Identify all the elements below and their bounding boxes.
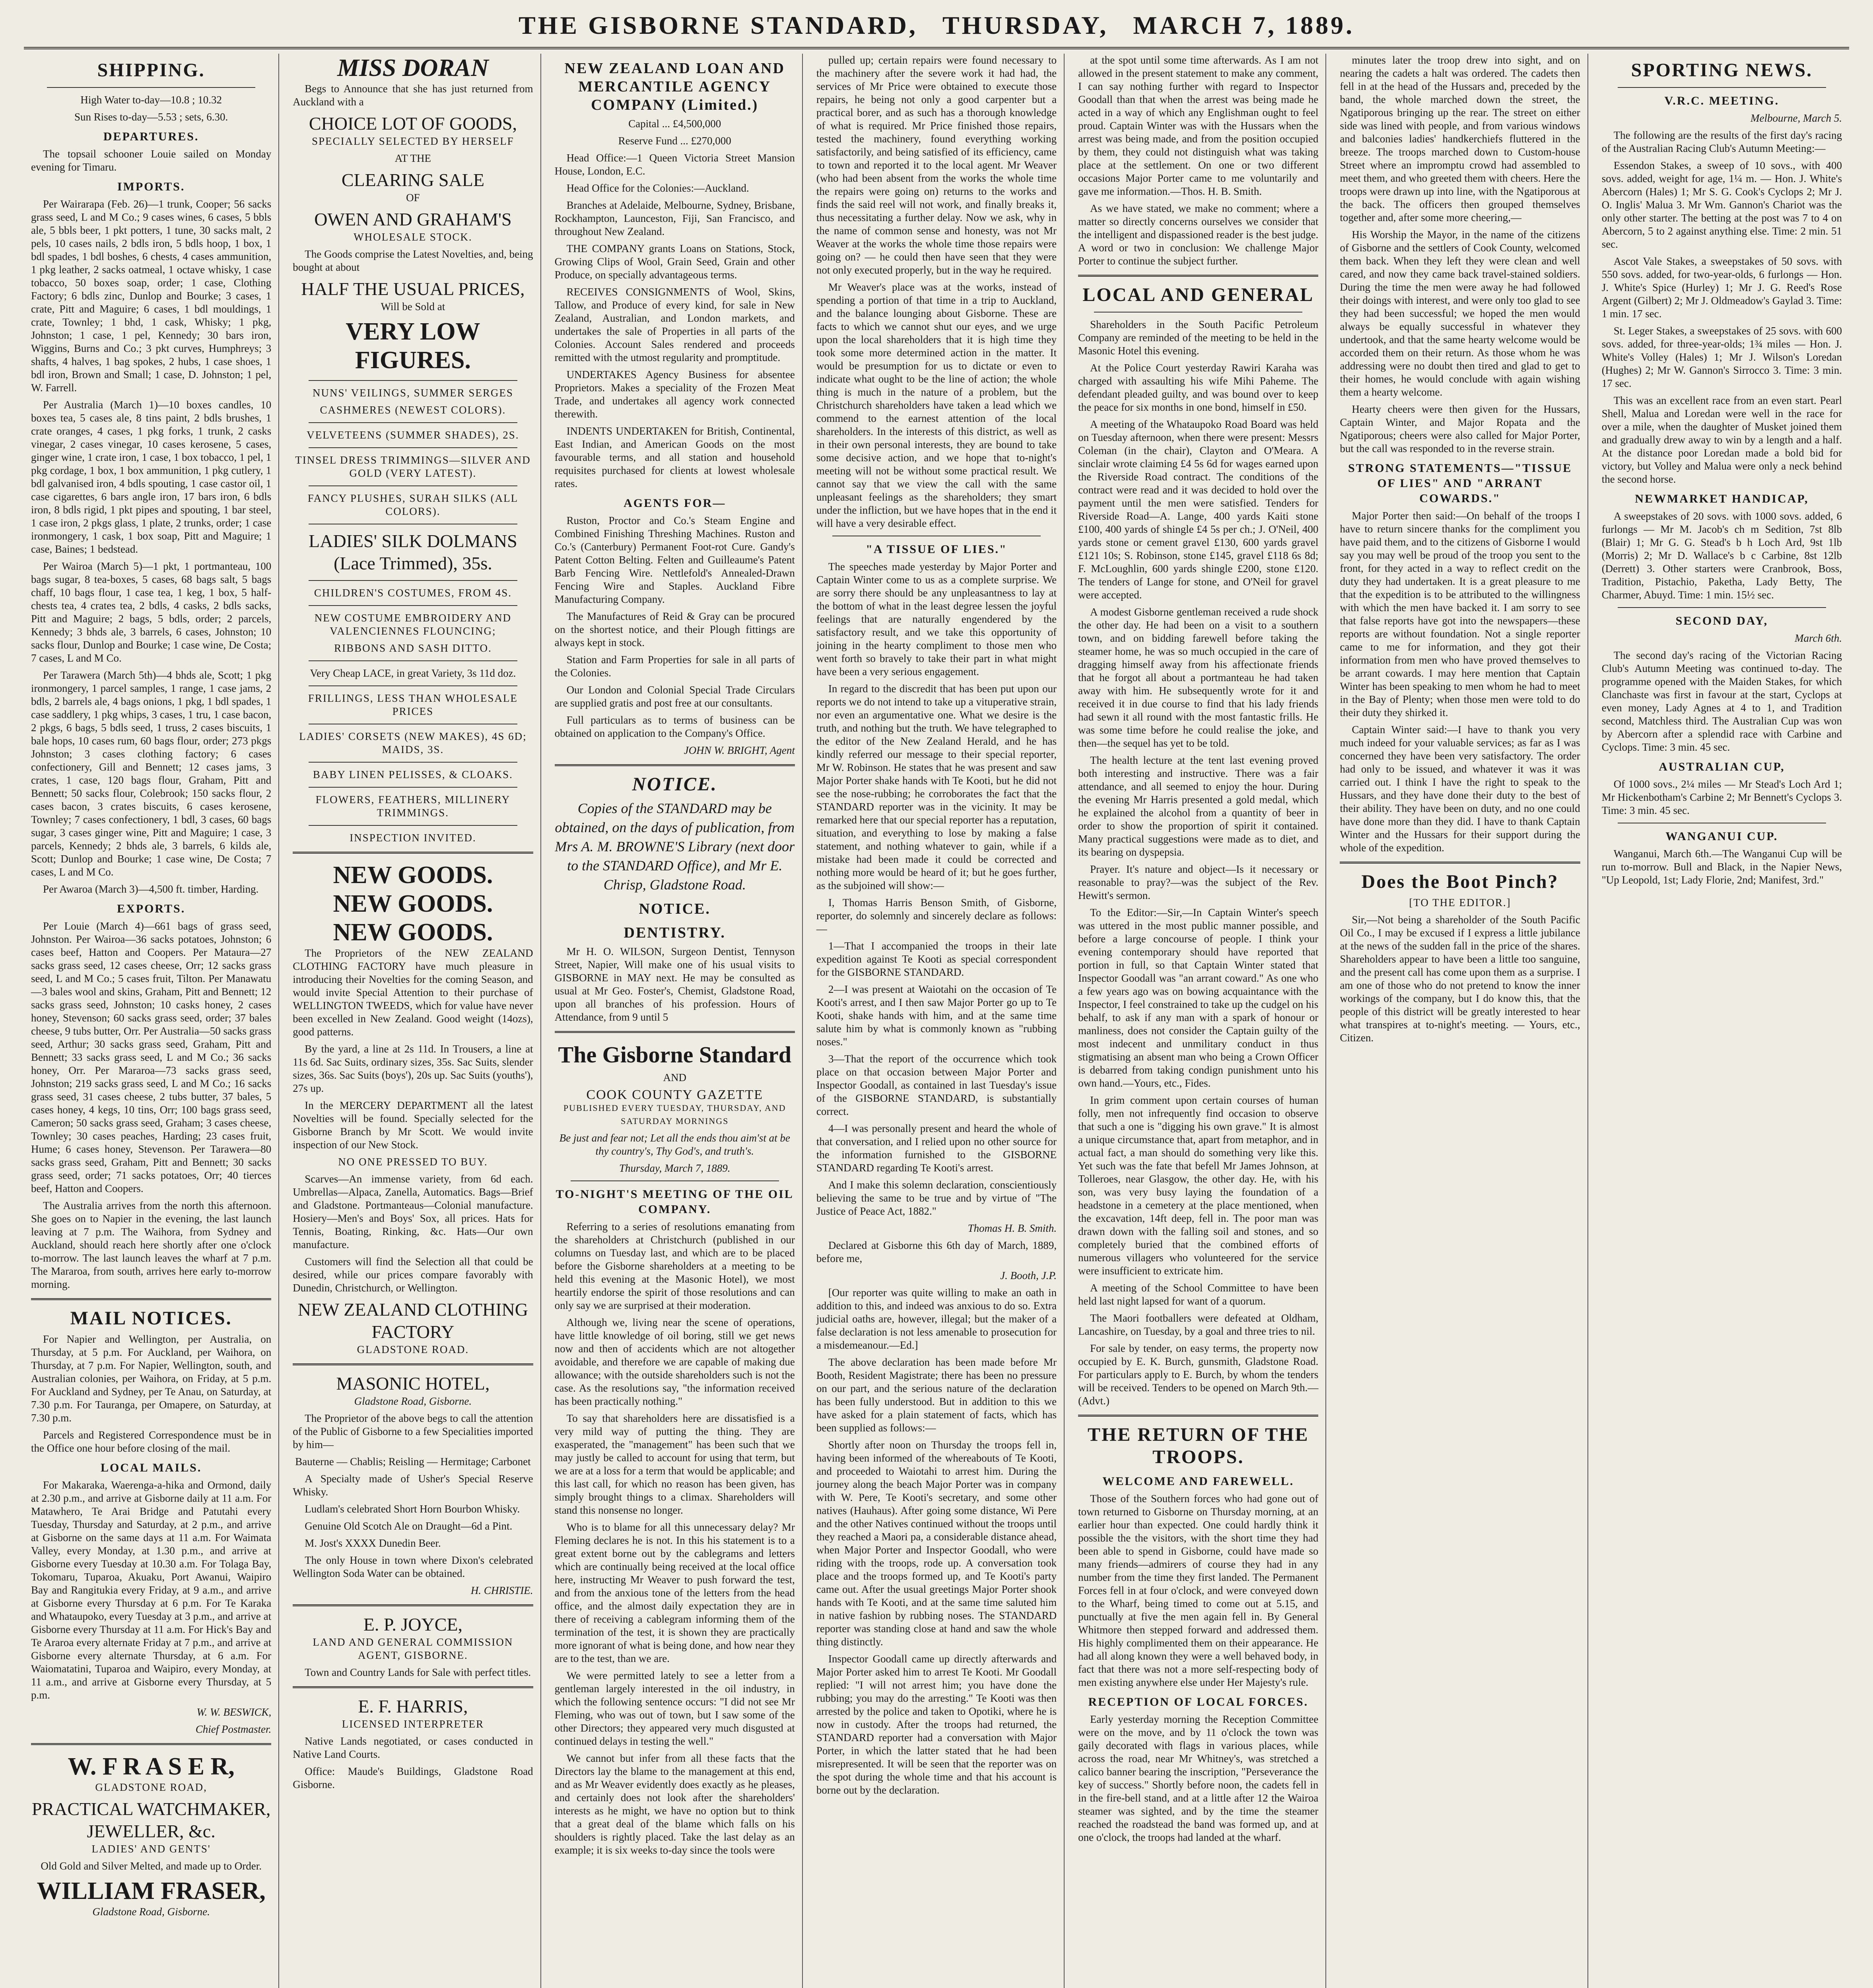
sun-line: Sun Rises to-day—5.53 ; sets, 6.30.: [74, 111, 228, 123]
strong-text-1: Major Porter then said:—On behalf of the troops I have to return sincere thanks for the compliment you have paid them, and to the citizens of Gisborne I would say you may well be proud of the troop you sent to the front, for they acted in a way to reflect credit on the duty they had undertaken. It is a great pleasure to me that the expedition is to be attributed to the willingness with which the men have backed it. I am sorry to see that false reports have got into the newspapers—these reports are without foundation. Not a single reporter came to me for information, and they got their information from men who have proved themselves to be arrant cowards. I may here mention that Captain Winter has been speaking to men whom he had to meet in the Bay of Plenty; when those men were told to do their duty they shirked it.: [1340, 510, 1580, 718]
oil-continued-2: Mr Weaver's place was at the works, instead of spending a portion of that time in a trip to Auckland, and the balance lounging about Gisborne. These are facts to which we cannot shut our eyes, and we urge upon the local shareholders that it is high time they took some more determined action in the matter. It would be presumption for us to dictate or even to indicate what ought to be the line of action; the whole thing is much in the nature of a problem, but the Christchurch shareholders have taken a lead which we commend to the earnest attention of the local shareholders. In the interests of this district, as well as in their own personal interests, they are bound to take some decisive action, and we hope that to-night's meeting will not be without some practical result. We cannot say that we view the call with the same unpleasant feelings as the shareholders; they smart under the infliction, but we have hopes that in the end it will have a very desirable effect.: [816, 281, 1057, 529]
divider: [293, 1604, 533, 1606]
local-text-1: Shareholders in the South Pacific Petroleum Company are reminded of the meeting to be held in the Masonic Hotel this evening.: [1078, 318, 1319, 357]
exports-heading: EXPORTS.: [117, 902, 186, 915]
column-4: [809, 54, 1065, 1988]
new-goods-no-one: NO ONE PRESSED TO BUY.: [338, 1156, 488, 1168]
troops-subheading: WELCOME AND FAREWELL.: [1102, 1475, 1294, 1488]
divider: [309, 485, 517, 486]
doran-item: RIBBONS AND SASH DITTO.: [334, 642, 492, 654]
doran-very-low: VERY LOW FIGURES.: [346, 318, 480, 374]
fraser-name: W. F R A S E R,: [68, 1753, 235, 1780]
doran-item: Very Cheap LACE, in great Variety, 3s 11d doz.: [310, 667, 516, 679]
harris-office: Office: Maude's Buildings, Gladstone Road Gisborne.: [293, 1765, 533, 1790]
doran-item: LADIES' CORSETS (NEW MAKES), 4S 6D; MAIDS, 3S.: [299, 730, 527, 755]
divider: [293, 1363, 533, 1365]
divider: [309, 685, 517, 686]
troops-continued: minutes later the troop drew into sight, and on nearing the cadets a halt was ordered. The cadets then fell in at the head of the Hussars and, preceded by the band, the whole marched down the street, the Ngatiporous bringing up the rear. The street on either side was lined with people, and from various windows and balconies ladies' handkerchiefs fluttered in the breeze. The troops marched down to Custom-house Street where an impromptu crowd had assembled to meet them, and who greeted them with cheers. Here the troops were drawn up into line, with the Ngatiporous at the back. The officers then grouped themselves together and, after some more cheering,—: [1340, 54, 1580, 223]
nzlm-heading: NEW ZEALAND LOAN AND MERCANTILE AGENCY COMPANY (Limited.): [564, 60, 785, 113]
vrc-heading: V.R.C. MEETING.: [1664, 94, 1780, 107]
divider: [31, 1298, 271, 1300]
masthead: [24, 7, 1849, 49]
local-text-4: A modest Gisborne gentleman received a rude shock the other day. He had been on a visit to a southern town, and on bidding farewell before taking the steamer home, he was so much occupied in the care of dragging himself away from his affectionate friends that he forgot all about a portmanteau he had taken away with him. He subsequently wrote for it and received it in due course to find that his lady friends had sewn it all round with the most fantastic frills. He was some time before he could realise the joke, and then—the sequel has yet to be told.: [1078, 606, 1319, 749]
tissue-text-5: Shortly after noon on Thursday the troops fell in, having been informed of the whereabouts of Te Kooti, and proceeded to Waiotahi to arrest him. During the journey along the beach Major Porter was in company with W. Pere, Te Kooti's secretary, and some other natives (Hauhaus). After going some distance, Wi Pere and the other Natives continued without the troops until they reached a Maori pa, a considerable distance ahead, when Major Porter and Inspector Goodall, who were riding with the troops, rode up. A conversation took place and the troops formed up, and Te Kooti's party came out. After the usual greetings Major Porter shook hands with Te Kooti, and at the same time saluted him in native fashion by rubbing noses. The STANDARD reporter was standing close at hand and saw the whole thing distinctly.: [816, 1439, 1057, 1648]
harris-title: LICENSED INTERPRETER: [342, 1718, 484, 1730]
new-goods-list: By the yard, a line at 2s 11d. In Trousers, a line at 11s 6d. Sac Suits, ordinary sizes, 35s. Sac Suits, slender sizes, 36s. Sac Suits (boys'), 20s up. Sac Suits (youths'), 27s up.: [293, 1043, 533, 1094]
vrc-race-1: Essendon Stakes, a sweep of 10 sovs., with 400 sovs. added, weight for age, 1¼ m. — Hon. J. White's Abercorn (Hales) 1; Mr S. G. Cook's Cyclops 2; Mr J. O. Inglis' Malua 3. Mr Wm. Gannon's Chariot was the only other starter. The betting at the post was 7 to 4 on Abercorn, 5 to 2 against anything else. Time: 2 min. 51 sec.: [1601, 159, 1842, 250]
strong-statements-heading: STRONG STATEMENTS—"TISSUE OF LIES" AND "ARRANT COWARDS.": [1348, 462, 1572, 505]
doran-clearing: CLEARING SALE: [341, 170, 484, 190]
reception-text: Early yesterday morning the Reception Committee were on the move, and by 11 o'clock the town was gaily decorated with flags in various places, while across the road, near Mr Whitney's, was stretched a calico banner bearing the inscription, "Perseverance the key of success." Shortly before noon, the cadets fell in in the fire-bell stand, and at a little after 12 the Wairoa steamer was sighted, and by the time the steamer reached the roadstead the band was formed up, and at one o'clock, the troops had landed at the wharf.: [1078, 1713, 1319, 1843]
joyce-name: E. P. JOYCE,: [363, 1614, 463, 1635]
tissue-signature: Thomas H. B. Smith.: [968, 1222, 1057, 1234]
tissue-text-4: The above declaration has been made before Mr Booth, Resident Magistrate; there has been no pressure on our part, and the serious nature of the declaration has been fully understood. But in addition to this we have asked for a plain statement of facts, which has been supplied as follows:—: [816, 1356, 1057, 1434]
doran-invite: INSPECTION INVITED.: [350, 832, 476, 844]
boot-subheading: [TO THE EDITOR.]: [1409, 897, 1511, 909]
tissue-continued: at the spot until some time afterwards. As I am not allowed in the present statement to make any comment, I can say nothing further with regard to Inspector Goodall than that when the arrest was being made he acted in a way of which any Englishman ought to feel proud. Captain Winter was with the Hussars when the arrest was being made, and from the position occupied by them, they could not distinguish what was taking place at the settlement. On one or two different occasions Major Porter came to me voluntarily and gave me information.—Thos. H. B. Smith.: [1078, 54, 1319, 197]
tissue-jp: J. Booth, J.P.: [1000, 1270, 1057, 1281]
doran-item: CHILDREN'S COSTUMES, FROM 4S.: [314, 587, 512, 599]
second-day-text: The second day's racing of the Victorian Racing Club's Autumn Meeting was continued to-day. The programme opened with the Maiden Stakes, for which Clanchaste was first in favour at the start, Cyclops at even money, Lady Agnes at 4 to 1, and Tradition second, Matchless third. The Australian Cup was won by Abercorn after a splendid race with Carbine and Cyclops. Time: 3 min. 45 sec.: [1601, 649, 1842, 753]
new-goods-text-4: Customers will find the Selection all that could be desired, while our prices compare favorably with Dunedin, Christchurch, or Wellington.: [293, 1256, 533, 1294]
masthead-date: MARCH 7, 1889.: [1133, 11, 1355, 39]
tissue-act: And I make this solemn declaration, conscientiously believing the same to be true and by virtue of "The Justice of Peace Act, 1882.": [816, 1179, 1057, 1217]
notice-heading: NOTICE.: [632, 774, 717, 795]
vrc-date: Melbourne, March 5.: [1751, 112, 1842, 124]
nzlm-capital: Capital ... £4,500,000: [628, 118, 721, 130]
masonic-signature: H. CHRISTIE.: [470, 1584, 533, 1596]
masonic-name: MASONIC HOTEL,: [336, 1373, 490, 1394]
tide-line: High Water to-day—10.8 ; 10.32: [80, 94, 222, 106]
departures-heading: DEPARTURES.: [103, 130, 199, 143]
harris-name: E. F. HARRIS,: [358, 1696, 468, 1716]
local-mails-heading: LOCAL MAILS.: [100, 1461, 202, 1474]
divider: [47, 87, 255, 88]
local-text-10: The Maori footballers were defeated at Oldham, Lancashire, on Tuesday, by a goal and three tries to nil.: [1078, 1312, 1319, 1337]
oil-text-2: Although we, living near the scene of operations, have little knowledge of oil boring, still we get news now and then of accidents which are not altogether avoidable, and therefore we are capable of making due allowance; with the outside shareholders such is not the case. As the resolutions say, "the information received has been practically nothing.": [554, 1316, 795, 1407]
boot-heading: Does the Boot Pinch?: [1361, 871, 1559, 892]
divider: [1340, 862, 1580, 864]
divider: [309, 787, 517, 788]
doran-selected: SPECIALLY SELECTED BY HERSELF: [312, 135, 514, 147]
local-text-7: To the Editor:—Sir,—In Captain Winter's speech was uttered in the most public manner possible, and before a large concourse of people. I think your evening contemporary should have reported that portion in full, so that Captain Winter stated that Inspector Goodall was "an arrant coward." As one who a few years ago was on bowing acquaintance with the Inspector, I feel constrained to take up the cudgel on his behalf, to ask if any man with a spark of honour or manliness, does not consider the Captain guilty of the most indecent and unmilitary conduct in thus stigmatising an absent man who being a Crown Officer is debarred from taking condign punishment unto his own hand.—Yours, etc., Fides.: [1078, 907, 1319, 1089]
second-day-heading: SECOND DAY,: [1675, 614, 1768, 627]
nzlm-text-1: THE COMPANY grants Loans on Stations, Stock, Growing Clips of Wool, Grain Seed, Grain and other Produce, on specially advantageous terms.: [554, 243, 795, 281]
local-text-9: A meeting of the School Committee to have been held last night lapsed for want of a quorum.: [1078, 1282, 1319, 1307]
nzcf-name: NEW ZEALAND CLOTHING FACTORY: [297, 1299, 528, 1342]
nzlm-text-2: RECEIVES CONSIGNMENTS of Wool, Skins, Tallow, and Produce of every kind, for sale in New Zealand, Australian, and London markets, and undertakes the sale of Properties in all parts of the Colonies. Account Sales rendered and proceeds remitted with the utmost regularity and promptitude.: [554, 286, 795, 363]
divider: [309, 762, 517, 763]
imports-text-2: Per Australia (March 1)—10 boxes candles, 10 boxes tea, 5 cases ale, 8 tins paint, 2 bdls brushes, 1 crate oranges, 4 cases, 1 pkg forks, 1 trunk, 2 casks vinegar, 2 cases vinegar, 10 cases kerosene, 5 cases, ginger wine, 1 crate iron, 1 case, 1 box tobacco, 1 pel, 1 pkg cordage, 1 box, 1 box ammunition, 1 pkg cutlery, 1 bdl galvanised iron, 4 bdls spouting, 1 case castor oil, 1 case cigarettes, 6 bars angle iron, 17 bars iron, 6 bdls iron, 8 bdls rigid, 1 pkt pipes and spouting, 1 bar steel, 1 case iron, 2 pkgs glass, 1 plate, 2 trunks, order; 1 case ironmongery, 1 cask, 1 box soap, Pitt and Maguire; 1 case, Baines; 1 bedstead.: [31, 399, 272, 555]
paper-title: The Gisborne Standard: [558, 1042, 791, 1068]
strong-text-2: Captain Winter said:—I have to thank you very much indeed for your valuable services; as far as I was concerned they have been very satisfactory. The order had only to be issued, and whatever it was it was carried out. I think I have the right to speak to the Hussars, and they have done their duty to the best of their ability. They have been on duty, and no one could have done more than they did. I have to thank Captain Winter and the Hussars for their support during the whole of the expedition.: [1340, 724, 1580, 854]
new-goods-heading-3: NEW GOODS.: [333, 919, 493, 946]
new-goods-text: The Proprietors of the NEW ZEALAND CLOTHING FACTORY have much pleasure in introducing their Novelties for the coming Season, and would invite Special Attention to their purchase of WELLINGTON TWEEDS, which for value have never been excelled in New Zealand. Good weight (14ozs), good patterns.: [293, 947, 533, 1038]
tissue-declaration: I, Thomas Harris Benson Smith, of Gisborne, reporter, do solemnly and sincerely declare as follows:—: [816, 897, 1057, 935]
tissue-clause-4: 4—I was personally present and heard the whole of that conversation, and I relied upon no other source for the information furnished to the GISBORNE STANDARD regarding Te Kooti's arrest.: [816, 1122, 1057, 1174]
fraser-bottom-address: Gladstone Road, Gisborne.: [92, 1906, 210, 1918]
shipping-heading: SHIPPING.: [97, 60, 205, 81]
divider: [1094, 312, 1302, 313]
masonic-text-6: The only House in town where Dixon's celebrated Wellington Soda Water can be obtained.: [293, 1554, 533, 1579]
fraser-ladies: LADIES' AND GENTS': [91, 1843, 211, 1855]
tissue-clause-3: 3—That the report of the occurrence which took place on that occasion between Major Porter and Inspector Goodall, as contained in last Tuesday's issue of the GISBORNE STANDARD, is substantially correct.: [816, 1053, 1057, 1117]
divider: [555, 764, 795, 766]
fraser-jeweller: JEWELLER, &c.: [87, 1821, 216, 1841]
divider: [293, 852, 533, 854]
divider: [309, 825, 517, 826]
tissue-text-2: In regard to the discredit that has been put upon our reports we do not intend to take up a vituperative strain, nor even an argumentative one. What we desire is the truth, and nothing but the truth. We have telegraphed to the editor of the New Zealand Herald, and he has kindly referred our message to their special reporter, Mr W. Robinson. He states that he was present and saw Major Porter shake hands with Te Kooti, but he did not see the nose-rubbing; he corroborates the fact that the STANDARD reporter was in the vicinity. It may be remarked here that our special reporter has a reputation, situation, and everything to lose by making a false statement, and nothing whatever to gain, while if a mistake had been made it could be corrected and nothing more would be heard of it; but he goes further, as the subjoined will show:—: [816, 683, 1057, 891]
imports-text-5: Per Awaroa (March 3)—4,500 ft. timber, Harding.: [43, 883, 259, 895]
oil-text-6: We cannot but infer from all these facts that the Directors lay the blame to the management at this end, and as Mr Weaver evidently does exactly as he pleases, and certainly does not look after the shareholders' interests as he might, we have no option but to think that a great deal of the blame which falls on his shoulders is rightly placed. Take the last delay as an example; it is six weeks to-day since the tools were: [554, 1752, 795, 1856]
imports-text-4: Per Tarawera (March 5th)—4 bhds ale, Scott; 1 pkg ironmongery, 1 parcel samples, 1 range, 1 case jams, 2 bdls, 2 barrels ale, 4 bags onions, 1 pkg, 1 bdl spades, 1 case saddlery, 1 pkg whips, 3 cases, 1 tru, 1 case bacon, 2 pkgs, 6 bags, 5 bdls seed, 1 truss, 2 cases biscuits, 1 bale hops, 10 cases rum, 60 bags flour, order; 273 pkgs Johnston; 3 cases clothing factory; 6 cases confectionery, Gill and Bennett; 12 cases jams, 3 crates, 1 case, 120 bags flour, Graham, Pitt and Bennett; 50 sacks flour, Colebrook; 150 sacks flour, 2 cases bacon, 3 crates biscuits, 6 cases kerosene, Townley; 7 cases confectionery, 1 bdl, 3 cases, 60 bags sugar, 3 cases ginger wine, Pitt and Maguire; 1 case, 3 parcels, Kennedy; 2 bhds ale, 3 barrels, 6 kilds ale, Scott; Dunlop and Bourke; 1 case wine, De Costa; 7 cases, L and M Co.: [31, 669, 272, 878]
doran-owen: OWEN AND GRAHAM'S: [314, 209, 512, 229]
australian-cup-text: Of 1000 sovs., 2¼ miles — Mr Stead's Loch Ard 1; Mr Hickenbotham's Carbine 2; Mr Bennett's Cyclops 3. Time: 3 min. 45 sec.: [1601, 778, 1842, 816]
tissue-text-3: [Our reporter was quite willing to make an oath in addition to this, and indeed was anxious to do so. Extra judicial oaths are, however, illegal; but the maker of a false declaration is not less amenable to prosecution for a misdemeanour.—Ed.]: [816, 1287, 1057, 1351]
new-goods-text-3: Scarves—An immense variety, from 6d each. Umbrellas—Alpaca, Zanella, Automatics. Bags—Brief and Gladstone. Portmanteaus—Colonial manufacture. Hosiery—Men's and Boys' Sox, all prices. Hats for Tennis, Boating, Rinking, &c. Hats—Our own manufacture.: [293, 1173, 533, 1250]
local-text-2: At the Police Court yesterday Rawiri Karaha was charged with assaulting his wife Mihi Paheme. The defendant pleaded guilty, and was bound over to keep the peace for six months in one bond, himself in £50.: [1078, 362, 1319, 413]
divider: [293, 1686, 533, 1688]
nzlm-text-5: The Manufactures of Reid & Gray can be procured on the shortest notice, and their Plough fittings are always kept in stock.: [554, 610, 795, 648]
divider: [571, 1180, 779, 1181]
reception-heading: RECEPTION OF LOCAL FORCES.: [1088, 1695, 1309, 1708]
doran-item: LADIES' SILK DOLMANS (Lace Trimmed), 35s.: [309, 531, 517, 573]
nzlm-text-3: UNDERTAKES Agency Business for absentee Proprietors. Makes a speciality of the Frozen Meat Trade, and undertakes all agency work connected therewith.: [554, 369, 795, 420]
vrc-text: This was an excellent race from an even start. Pearl Shell, Malua and Loredan were well in the race for over a mile, when the daughter of Musket joined them and gradually drew away to win by a length and a half. At the distance poor Loredan made a bold bid for victory, but Volley and Malua were only a neck behind the second horse.: [1601, 394, 1842, 485]
masonic-text: The Proprietor of the above begs to call the attention of the Public of Gisborne to a few Specialities imported by him—: [293, 1412, 533, 1450]
doran-item: BABY LINEN PELISSES, & CLOAKS.: [313, 769, 513, 780]
masonic-text-3: Ludlam's celebrated Short Horn Bourbon Whisky.: [305, 1503, 520, 1515]
shipping-note: The Australia arrives from the north this afternoon. She goes on to Napier in the evening, the last launch leaving at 7 p.m. The Waihora, from Sydney and Auckland, should reach here shortly after one o'clock to-morrow. The last launch leaves the wharf at 7 p.m. The Mararoa, from south, arrives here early to-morrow morning.: [31, 1200, 272, 1290]
doran-item: NUNS' VEILINGS, SUMMER SERGES: [312, 387, 513, 399]
postmaster-name: W. W. BESWICK,: [196, 1706, 272, 1718]
column-6: [1333, 54, 1588, 1988]
newmarket-text: A sweepstakes of 20 sovs. with 1000 sovs. added, 6 furlongs — Mr M. Jacob's ch m Sedition, 7st 8lb (Blair) 1; Mr G. G. Stead's b h Loch Ard, 9st 1lb (Morris) 2; Mr D. Wallace's b c Carbine, 8st 12lb (Derrett) 3. Other starters were Cranbrook, Boss, Tradition, Pistachio, Paketha, Lady Betty, The Charmer, Abuyd. Time: 1 min. 15½ sec.: [1601, 510, 1842, 601]
doran-wholesale: WHOLESALE STOCK.: [354, 231, 472, 243]
dentistry-text: Mr H. O. WILSON, Surgeon Dentist, Tennyson Street, Napier, Will make one of his usual visits to GISBORNE in MAY next. He may be consulted as usual at Mr Geo. Foster's, Chemist, Gladstone Road, upon all branches of his profession. Hours of Attendance, from 9 until 5: [554, 945, 795, 1023]
doran-item: FRILLINGS, LESS THAN WHOLESALE PRICES: [308, 692, 518, 717]
doran-half: HALF THE USUAL PRICES,: [301, 279, 525, 299]
masthead-paper-name: THE GISBORNE STANDARD,: [518, 11, 918, 39]
boot-text: Sir,—Not being a shareholder of the South Pacific Oil Co., I may be excused if I express a little jubilance at the news of the sudden fall in the price of the shares. Shareholders appear to have been a little too sanguine, and the present call has come upon them as a surprise. I am one of those who do not pretend to know the inner workings of the company, but I do know this, that the people of this district will be greatly interested to hear what transpires at to-night's meeting. — Yours, etc., Citizen.: [1340, 914, 1580, 1044]
harris-text: Native Lands negotiated, or cases conducted in Native Land Courts.: [293, 1735, 533, 1760]
nzcf-address: GLADSTONE ROAD.: [357, 1343, 469, 1355]
oil-text-1: Referring to a series of resolutions emanating from the shareholders at Christchurch (published in our columns on Tuesday last, and which are to be placed before the Gisborne shareholders at a meeting to be held this evening at the Masonic Hotel), we most heartily endorse the spirit of those resolutions and can only say we are surprised at their moderation.: [554, 1221, 795, 1311]
divider: [1618, 87, 1826, 88]
mail-notices-heading: MAIL NOTICES.: [70, 1308, 232, 1329]
doran-intro: Begs to Announce that she has just returned from Auckland with a: [293, 83, 533, 108]
doran-name: MISS DORAN: [337, 54, 489, 82]
doran-choice: CHOICE LOT OF GOODS,: [309, 113, 517, 134]
nzlm-text-7: Our London and Colonial Special Trade Circulars are supplied gratis and post free at our consultants.: [554, 684, 795, 709]
masonic-list: Bauterne — Chablis; Reisling — Hermitage; Carbonet: [295, 1456, 531, 1468]
masonic-address: Gladstone Road, Gisborne.: [354, 1395, 472, 1407]
fraser-gold: Old Gold and Silver Melted, and made up to Order.: [41, 1860, 262, 1872]
doran-will: Will be Sold at: [381, 301, 445, 313]
local-mails-text: For Makaraka, Waerenga-a-hika and Ormond, daily at 2.30 p.m., and arrive at Gisborne daily at 11 a.m. For Matawhero, Te Arai Bridge and Patutahi every Tuesday, Thursday and Saturday, at 2 p.m., and arrive at Gisborne on the same days at 11 a.m. For Waimata Valley, every Monday, at 1.30 p.m., and arrive at Gisborne every Tuesday at 10.30 a.m. For Tolaga Bay, Tokomaru, Tuparoa, Akuaku, Port Awanui, Waipiro Bay and Rangitukia every Friday, at 9 a.m., and arrive at Gisborne every Thursday at 6 p.m. For Te Karaka and Whataupoko, every Tuesday at 3 p.m., and arrive at Gisborne every Thursday at 11 a.m. For Hick's Bay and Te Araroa every alternate Friday at 7 p.m., and arrive at Gisborne every alternate Thursday, at 6 a.m. For Waiomatatini, Tuparoa and Waipiro, every Monday, at 11 a.m., and arrive at Gisborne every Thursday, at 5 p.m.: [31, 1479, 272, 1701]
columns: [24, 54, 1849, 1988]
departures-text: The topsail schooner Louie sailed on Monday evening for Timaru.: [31, 148, 272, 173]
troops-heading: THE RETURN OF THE TROOPS.: [1088, 1424, 1309, 1468]
tissue-clause-1: 1—That I accompanied the troops in their late expedition against Te Kooti as special correspondent for the GISBORNE STANDARD.: [816, 940, 1057, 978]
exports-text: Per Louie (March 4)—661 bags of grass seed, Johnston. Per Wairoa—36 sacks potatoes, Johnston; 6 cases beef, Hatton and Coopers. Per Mataura—27 sacks grass seed, 12 cases cheese, Orr; 12 sacks grass seed, L and M Co.; 5 cases fruit, Tilton. Per Manawatu—3 bales wool and skins, Graham, Pitt and Bennett; 12 sacks grass seed, Johnston; 10 casks honey, 2 cases honey, Stevenson; 60 sacks grass seed, order; 37 bales cheese, 9 tubs butter, Orr. Per Australia—50 sacks grass seed, Arthur; 30 sacks grass seed, Graham, Pitt and Bennett; 33 sacks grass seed, L and M Co.; 36 sacks honey, Orr. Per Mararoa—73 sacks grass seed, Johnston; 219 sacks grass seed, L and M Co.; 16 sacks grass seed, 31 cases cheese, 2 tubs butter, 37 bales, 5 cases honey, 4 kegs, 10 tins, Orr; 100 bags grass seed, Cameron; 50 sacks grass seed, Graham; 3 cases cheese, Townley; 30 cases peaches, Harding; 23 cases fruit, Hume; 6 cases honey, Stevenson. Per Tarawera—80 sacks grass seed, Graham, Pitt and Bennett; 30 sacks grass seed, order; 71 sacks potatoes, Orr; 40 tierces beef, Hatton and Coopers.: [31, 920, 272, 1194]
paper-publication: PUBLISHED EVERY TUESDAY, THURSDAY, AND SATURDAY MORNINGS: [563, 1103, 786, 1126]
fraser-bottom-name: WILLIAM FRASER,: [37, 1877, 266, 1905]
troops-text-1: Those of the Southern forces who had gone out of town returned to Gisborne on Thursday morning, at an earlier hour than expected. One could hardly think it possible the the visitors, with the short time they had been able to spend in Gisborne, could have made so many friends—admirers of course they had in any number from the time they first landed. The Permanent Forces fell in at four o'clock, and were conveyed down to the Wharf, being timed to come out at 5.15, and punctually at five the men again fell in. By General Whitmore then stepped forward and addressed them. His highly complimented them on their appearance. He had all along known they were a well behaved body, in fact that there was not a more self-respecting body of men existing anywhere else under Her Majesty's rule.: [1078, 1493, 1319, 1688]
paper-date: Thursday, March 7, 1889.: [619, 1162, 731, 1174]
masonic-text-4: Genuine Old Scotch Ale on Draught—6d a Pint.: [305, 1520, 513, 1532]
oil-text-3: To say that shareholders here are dissatisfied is a very mild way of putting the thing. They are exasperated, the "management" has been such that we may justly be called to account for using that term, but we are at a loss for a term that would be applicable; and this last call, for which no reason has been given, has simply brought things to a climax. Shareholders will stand this nonsense no longer.: [554, 1412, 795, 1516]
nzlm-office: Head Office:—1 Queen Victoria Street Mansion House, London, E.C.: [554, 152, 795, 177]
nzlm-text-6: Station and Farm Properties for sale in all parts of the Colonies.: [554, 654, 795, 679]
imports-text-3: Per Wairoa (March 5)—1 pkt, 1 portmanteau, 100 bags sugar, 8 tea-boxes, 5 cases, 68 bags salt, 5 bags chaff, 10 bags flour, 1 case tea, 1 keg, 1 box, 5 half-chests tea, 4 crates tea, 2 bdls, 4 casks, 2 bdls sacks, Pitt and Maguire; 2 bags, 5 bdls, order; 2 parcels, Kennedy; 3 bhds ale, 3 barrels, 6 cases, Johnston; 10 sacks flour, Dunlop and Bourke; 1 case wine, De Costa; 7 cases, L and M Co.: [31, 560, 272, 664]
doran-item: CASHMERES (NEWEST COLORS).: [320, 404, 506, 416]
postmaster-title: Chief Postmaster.: [195, 1723, 272, 1735]
joyce-text: Town and Country Lands for Sale with perfect titles.: [305, 1666, 531, 1678]
doran-of: OF: [406, 192, 420, 204]
divider: [309, 660, 517, 661]
second-day-date: March 6th.: [1794, 632, 1842, 644]
troops-text-2: His Worship the Mayor, in the name of the citizens of Gisborne and the settlers of Cook County, welcomed them back. When they left they were clean and well cared, and now they came back travel-stained soldiers. During the time the men were away he had followed their doings with interest, and were only too glad to see they had been successful; we hoped the men would always be equally successful in whatever they undertook, and that the same hearty welcome would be accorded them on their return. As those whom he was addressing were no doubt then tired and glad to get to their homes, he would conclude with again wishing them a hearty welcome.: [1340, 229, 1580, 398]
oil-continued-1: pulled up; certain repairs were found necessary to the machinery after the severe work it had had, the services of Mr Price were obtained to execute those repairs, he being not only a good carpenter but a practical borer, and as such has a thorough knowledge of what is required. Mr Price finished those repairs, tested the machinery, found everything working satisfactorily, and being satisfied of its efficiency, came to town and reported it to the local agent. Mr Weaver (who had been absent from the works the whole time the repairs were going on) returns to the works and finds the said reel will not work, and finally breaks it, thus necessitating a further delay. Now we ask, why in the name of common sense and honesty, was not Mr Weaver at the works the whole time those repairs were going on? — he could then have seen that they were not only executed properly, but in the way he required.: [816, 54, 1057, 276]
oil-text-5: We were permitted lately to see a letter from a gentleman largely interested in the oil industry, in which the following sentence occurs: "I did not see Mr Fleming, who was out of town, but I saw some of the other Directors; they appeared very much disgusted at continued delays in testing the well.": [554, 1670, 795, 1747]
dentistry-heading: DENTISTRY.: [624, 924, 726, 941]
local-text-5: The health lecture at the tent last evening proved both interesting and instructive. There was a fair attendance, and all seemed to enjoy the hour. During the evening Mr Harris presented a gold medal, which he explained the alcohol from a quantity of beer in order to show the proportion of spirit it contained. Many practical suggestions were made as to diet, and its bearing on dyspepsia.: [1078, 754, 1319, 858]
doran-at: AT THE: [394, 152, 431, 164]
australian-cup-heading: AUSTRALIAN CUP,: [1659, 760, 1785, 773]
divider: [31, 1743, 271, 1745]
notice-text: Copies of the STANDARD may be obtained, on the days of publication, from Mrs A. M. BROWNE'S Library (next door to the STANDARD Office), and Mr E. Chrisp, Gladstone Road.: [555, 800, 795, 893]
tissue-clause-2: 2—I was present at Waiotahi on the occasion of Te Kooti's arrest, and I then saw Major Porter go up to Te Kooti, shake hands with him, and at the same time salute him by what is commonly known as "rubbing noses.": [816, 983, 1057, 1048]
joyce-title: LAND AND GENERAL COMMISSION AGENT, GISBORNE.: [313, 1636, 513, 1661]
column-2: [286, 54, 541, 1988]
local-text-8: In grim comment upon certain courses of human folly, men not infrequently find occasion to observe that such a one is "digging his own grave." It is almost a unique circumstance that, apart from metaphor, and in actual fact, a man should do something very like this. Yet such was the fate that befell Mr James Johnson, at Tolleroes, near Glasgow, the other day. He, with his son, was very busy laying the foundation of a headstone in a cemetery at the place mentioned, when the excavation, 14ft deep, fell in. The poor man was drawn down with the falling soil and stones, and so completely buried that the combined efforts of numerous villagers who volunteered for the service were insufficient to extricate him.: [1078, 1094, 1319, 1277]
divider: [555, 1031, 795, 1033]
new-goods-heading: NEW GOODS.: [333, 862, 493, 889]
divider: [309, 605, 517, 606]
tissue-conclusion: As we have stated, we make no comment; where a matter so directly concerns ourselves we consider that the intelligent and dispassioned reader is the best judge. A word or two in conclusion: We challenge Major Porter to continue the subject further.: [1078, 202, 1319, 267]
paper-and: AND: [663, 1072, 686, 1083]
column-3: [548, 54, 803, 1988]
notice-heading-2: NOTICE.: [639, 901, 711, 917]
divider: [309, 422, 517, 423]
fraser-address: GLADSTONE ROAD,: [95, 1781, 207, 1793]
new-goods-heading-2: NEW GOODS.: [333, 890, 493, 917]
tissue-declared: Declared at Gisborne this 6th day of March, 1889, before me,: [816, 1239, 1057, 1264]
doran-item: NEW COSTUME EMBROIDERY AND VALENCIENNES FLOUNCING;: [314, 612, 512, 637]
nzlm-reserve: Reserve Fund ... £270,000: [618, 135, 731, 147]
nzlm-agents: Ruston, Proctor and Co.'s Steam Engine and Combined Finishing Threshing Machines. Ruston and Co.'s (Canterbury) Permanent Foot-rot Cure. Gandy's Patent Cotton Belting. Felten and Guilleaume's Patent Barb Fencing Wire. Nettlefold's Annealed-Drawn Fencing Wire and Staples. Auckland Fibre Manufacturing Company.: [554, 514, 795, 605]
imports-text: Per Wairarapa (Feb. 26)—1 trunk, Cooper; 56 sacks grass seed, L and M Co.; 9 cases wines, 6 cases, 5 bbls ale, 5 bbls beer, 1 pkt potters, 1 tune, 30 sacks malt, 2 pels, 10 cases nails, 2 bdls iron, 5 bdls hoop, 1 box, 1 bdl spades, 1 bdl boshes, 6 chests, 4 cases ammunition, 1 pkg leather, 2 sacks oatmeal, 1 octave whisky, 1 case tobacco, 50 boxes soap, order; 1 case, Clothing Factory; 6 bdls zinc, Dunlop and Bourke; 3 cases, 1 crate, Pitt and Maguire; 6 cases, 1 bdl mouldings, 1 crate, Townley; 1 bhd, 1 cask, Whisky; 1 pkg, Johnston; 1 case, 1 pel, Kennedy; 30 bars iron, Wiggins, Burns and Co.; 3 pkt curves, Humphreys; 3 shafts, 4 halves, 1 bag spokes, 2 hubs, 1 case shoes, 1 bdl iron, Brown and Small; 1 case, D. Johnston; 1 pel, W. Farrell.: [31, 198, 272, 394]
doran-item: FLOWERS, FEATHERS, MILLINERY TRIMMINGS.: [315, 794, 511, 819]
paper-subtitle: COOK COUNTY GAZETTE: [586, 1087, 764, 1102]
column-7: [1595, 54, 1849, 1988]
nzlm-text-4: INDENTS UNDERTAKEN for British, Continental, East Indian, and American Goods on the most favourable terms, and all station and household requisites purchased for clients at lowest wholesale rates.: [554, 425, 795, 489]
vrc-race-3: St. Leger Stakes, a sweepstakes of 25 sovs. with 600 sovs. added, for three-year-olds; 1¾ miles — Hon. J. White's Volley (Hales) 1; Mr J. Wilson's Loredan (Hughes) 2; Mr W. Gannon's Sirrocco 3. Time: 3 min. 17 sec.: [1601, 325, 1842, 389]
oil-text-4: Who is to blame for all this unnecessary delay? Mr Fleming declares he is not. In this his statement is to a great extent borne out by the cablegrams and letters which are continually being received at the local office here, instructing Mr Weaver to push forward the test, and from the anxious tone of the letters from the head office, and the almost daily expectation they are in there of receiving a cablegram informing them of the termination of the test, it is shown they are practically more ignorant of what is being done, and how near they are to the test, than we are.: [554, 1521, 795, 1664]
divider: [309, 447, 517, 448]
column-1: [24, 54, 279, 1988]
doran-goods: The Goods comprise the Latest Novelties, and, being bought at about: [293, 248, 533, 273]
mail-text-2: Parcels and Registered Correspondence must be in the Office one hour before closing of the mail.: [31, 1429, 272, 1454]
divider: [309, 380, 517, 381]
column-5: [1071, 54, 1326, 1988]
divider: [309, 580, 517, 581]
tissue-heading: "A TISSUE OF LIES.": [866, 543, 1007, 556]
paper-motto: Be just and fear not; Let all the ends thou aim'st at be thy country's, Thy God's, and truth's.: [559, 1132, 790, 1157]
doran-item: FANCY PLUSHES, SURAH SILKS (ALL COLORS).: [307, 492, 519, 517]
oil-heading: TO-NIGHT'S MEETING OF THE OIL COMPANY.: [556, 1188, 794, 1216]
nzlm-agents-heading: AGENTS FOR—: [624, 497, 726, 510]
masthead-title: [24, 7, 1849, 44]
local-text-6: Prayer. It's nature and object—Is it necessary or reasonable to pray?—was the subject of the Rev. Hewitt's sermon.: [1078, 863, 1319, 901]
local-general-heading: LOCAL AND GENERAL: [1082, 284, 1314, 305]
wanganui-heading: WANGANUI CUP.: [1665, 830, 1778, 843]
fraser-trade: PRACTICAL WATCHMAKER,: [31, 1799, 271, 1819]
vrc-intro: The following are the results of the first day's racing of the Australian Racing Club's Autumn Meeting:—: [1601, 129, 1842, 154]
nzlm-signature: JOHN W. BRIGHT, Agent: [684, 744, 795, 756]
masthead-day: THURSDAY,: [942, 11, 1109, 39]
nzlm-colony: Head Office for the Colonies:—Auckland.: [566, 182, 749, 194]
newmarket-heading: NEWMARKET HANDICAP,: [1635, 492, 1809, 505]
imports-heading: IMPORTS.: [117, 180, 185, 193]
sporting-heading: SPORTING NEWS.: [1631, 60, 1813, 81]
divider: [1078, 1415, 1318, 1417]
new-goods-text-2: In the MERCERY DEPARTMENT all the latest Novelties will be found. Specially selected for the Gisborne Branch by Mr Scott. We would invite inspection of our New Stock.: [293, 1099, 533, 1151]
divider: [1618, 607, 1826, 608]
tissue-text-6: Inspector Goodall came up directly afterwards and Major Porter asked him to arrest Te Kooti. Mr Goodall replied: "I will not arrest him; you have done the rubbing; you may do the arresting." Te Kooti was then arrested by the police and taken to Opotiki, where he is now in custody. After the troops had returned, the STANDARD reporter had a conversation with Major Porter, in which the latter stated that he had been misrepresented. It will be seen that the reporter was on the spot during the whole time and that his account is borne out by the declaration.: [816, 1653, 1057, 1796]
wanganui-text: Wanganui, March 6th.—The Wanganui Cup will be run to-morrow. Bull and Black, in the Napier News, "Up Leopold, 1st; Lady Florie, 2nd; Manifest, 3rd.": [1601, 848, 1842, 886]
doran-item: TINSEL DRESS TRIMMINGS—SILVER AND GOLD (VERY LATEST).: [295, 454, 531, 479]
masonic-text-2: A Specialty made of Usher's Special Reserve Whisky.: [293, 1473, 533, 1498]
masonic-text-5: M. Jost's XXXX Dunedin Beer.: [305, 1537, 441, 1549]
doran-item: VELVETEENS (SUMMER SHADES), 2S.: [307, 429, 519, 441]
nzlm-text-8: Full particulars as to terms of business can be obtained on application to the Company's Office.: [554, 714, 795, 739]
divider: [1078, 275, 1318, 277]
local-text-11: For sale by tender, on easy terms, the property now occupied by E. K. Burch, gunsmith, Gladstone Road. For particulars apply to E. Burch, by whom the tenders will be received. Tenders to be opened on March 9th.—(Advt.): [1078, 1342, 1319, 1407]
local-text-3: A meeting of the Whataupoko Road Board was held on Tuesday afternoon, when there were present: Messrs Coleman (in the chair), Clayton and O'Meara. A sinclair wrote claiming £4 5s 6d for wages earned upon the Riverside Road contract. The conditions of the contract were read and it was decided to hold over the payment until the men were satisfied. Tenders for Riverside Road—A. Lange, 400 yards Kaiti stone £100, 400 yards of shingle £4 5s per ch.; J. O'Neil, 400 yards stone or cement gravel £130, 600 yards gravel £121 10s; S. Robinson, stone £145, gravel £118 6s 8d; F. McLoughlin, 600 yards shingle £200, stone £120. The tenders of Lange for stone, and O'Neil for gravel were accepted.: [1078, 418, 1319, 601]
troops-text-3: Hearty cheers were then given for the Hussars, Captain Winter, and Major Ropata and the Ngatiporous; cheers were also called for Major Porter, but the call was responded to in the reverse strain.: [1340, 403, 1580, 454]
vrc-race-2: Ascot Vale Stakes, a sweepstakes of 50 sovs. with 550 sovs. added, for two-year-olds, 6 furlongs — Hon. J. White's Spice (Hurley) 1; Mr J. G. Reed's Rose Argent (Gilbert) 2; Mr J. Oldmeadow's Gaylad 3. Time: 1 min. 17 sec.: [1601, 255, 1842, 320]
mail-text: For Napier and Wellington, per Australia, on Thursday, at 5 p.m. For Auckland, per Waihora, on Thursday, at 7 p.m. For Napier, Wellington, south, and Australian colonies, per Waihora, on Friday, at 5 p.m. For Auckland and Sydney, per Te Anau, on Saturday, at 7.30 p.m. For Tauranga, per Omapere, on Saturday, at 7.30 p.m.: [31, 1333, 272, 1424]
nzlm-branches: Branches at Adelaide, Melbourne, Sydney, Brisbane, Rockhampton, Launceston, Fiji, San Francisco, and throughout New Zealand.: [554, 199, 795, 237]
tissue-text-1: The speeches made yesterday by Major Porter and Captain Winter come to us as a complete surprise. We are sorry there should be any unpleasantness to lay at the bottom of what in the least degree lessen the joyful feelings that are naturally engendered by the satisfactory result, and we take this opportunity of joining in the hearty compliment to those men who went forth so bravely to take their part in what might have been a very serious engagement.: [816, 561, 1057, 678]
